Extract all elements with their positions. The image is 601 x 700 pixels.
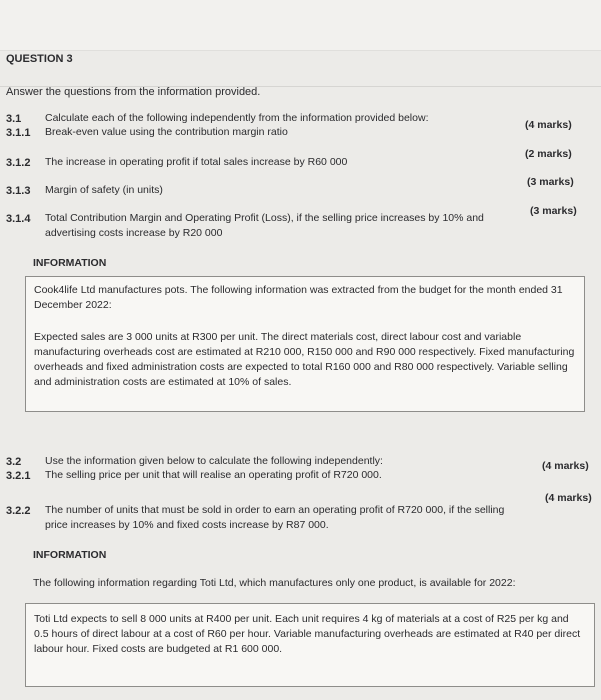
info-paragraph: Toti Ltd expects to sell 8 000 units at R400 per unit. Each unit requires 4 kg of materials at a cost of R25 per kg and 0.5 hours of direct labour at a cost of R60 per hour. Variable manufacturing overheads are estimated at R40 per direct labour hour. Fixed costs are budgeted at R1 600 000. <box>34 613 581 655</box>
part1-number: 3.1 <box>6 113 22 125</box>
item-text-line1: The number of units that must be sold in order to earn an operating profit of R720 000, if the selling <box>45 504 505 516</box>
item-text: Break-even value using the contribution margin ratio <box>45 126 288 138</box>
item-number: 3.1.2 <box>6 157 31 169</box>
info-heading: INFORMATION <box>33 549 107 561</box>
item-text-line2: price increases by 10% and fixed costs increase by R87 000. <box>45 519 329 531</box>
item-marks: (3 marks) <box>530 205 577 217</box>
item-number: 3.1.1 <box>6 127 31 139</box>
part1-instruction: Calculate each of the following independently from the information provided below: <box>45 112 429 124</box>
item-marks: (2 marks) <box>525 148 572 160</box>
item-text-line2: advertising costs increase by R20 000 <box>45 227 223 239</box>
item-text: The selling price per unit that will realise an operating profit of R720 000. <box>45 469 382 481</box>
info-paragraph: Expected sales are 3 000 units at R300 per unit. The direct materials cost, direct labour cost and variable manufacturing overheads cost are estimated at R210 000, R150 000 and R90 000 respectively. Fixed manufacturing overheads and fixed administration costs are expected to total R160 000 and R80 000 respectively. Variable selling and administration costs are estimated at 10% of sales. <box>34 331 575 388</box>
item-number: 3.2.2 <box>6 505 31 517</box>
item-marks: (3 marks) <box>527 176 574 188</box>
info-paragraph: Cook4life Ltd manufactures pots. The following information was extracted from the budget for the month ended 31 December 2022: <box>34 284 563 311</box>
part2-instruction: Use the information given below to calculate the following independently: <box>45 455 383 467</box>
part2-number: 3.2 <box>6 456 22 468</box>
info-box-cook4life <box>25 276 585 412</box>
intro-text: Answer the questions from the information provided. <box>6 86 261 98</box>
item-marks: (4 marks) <box>542 460 589 472</box>
item-text: Margin of safety (in units) <box>45 184 163 196</box>
item-marks: (4 marks) <box>525 119 572 131</box>
item-number: 3.2.1 <box>6 470 31 482</box>
info-heading: INFORMATION <box>33 257 107 269</box>
item-marks: (4 marks) <box>545 492 592 504</box>
question-title: QUESTION 3 <box>6 53 73 65</box>
page-top-margin <box>0 0 601 51</box>
item-text-line1: Total Contribution Margin and Operating Profit (Loss), if the selling price increases by 10% and <box>45 212 484 224</box>
item-text: The increase in operating profit if total sales increase by R60 000 <box>45 156 348 168</box>
info-box-toti <box>25 603 595 687</box>
item-number: 3.1.3 <box>6 185 31 197</box>
item-number: 3.1.4 <box>6 213 31 225</box>
info-intro: The following information regarding Toti Ltd, which manufactures only one product, is available for 2022: <box>33 577 516 589</box>
